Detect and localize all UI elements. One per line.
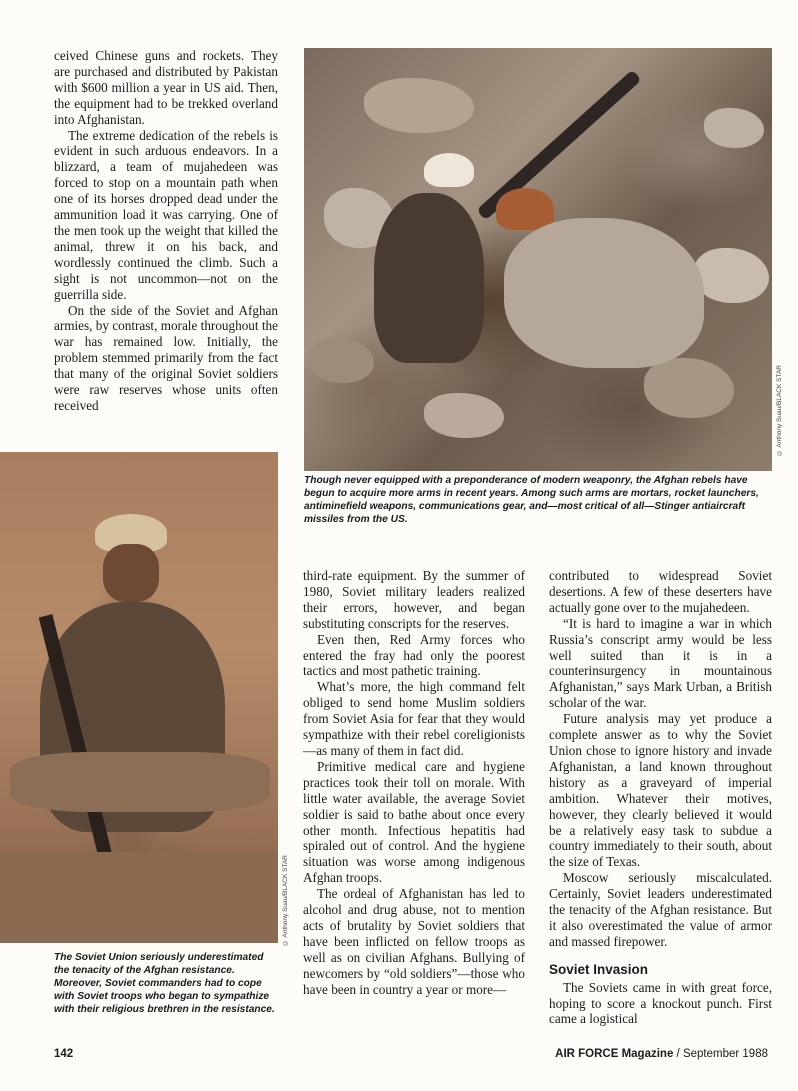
paragraph: contributed to widespread Soviet desertions. A few of these deserters have actually gone over to the mujahedeen. [549,568,772,615]
photo-credit: © Anthony Suau/BLACK STAR [776,365,783,457]
running-footer [555,1048,768,1060]
paragraph: Even then, Red Army forces who entered the fray had only the poorest tactics and most pathetic training. [303,631,525,679]
article-column-middle [303,568,525,997]
photo-caption-top: Though never equipped with a preponderance of modern weaponry, the Afghan rebels have begun to acquire more arms in recent years. Among such arms are mortars, rocket launchers, antiminefield weapons, communications gear, and—most critical of all—Stinger antiaircraft missiles from the US. [304,475,759,525]
footer-separator: / [673,1048,683,1060]
photo-rebels-with-weapons [304,48,772,471]
article-column-right [549,568,772,1027]
page-number: 142 [54,1048,74,1060]
paragraph: The Soviets came in with great force, hoping to score a knockout punch. First came a logistical [549,979,772,1027]
photo-caption-left: The Soviet Union seriously underestimated the tenacity of the Afghan resistance. Moreover, Soviet commanders had to cope with Soviet troops who began to sympathize with their religious brethren in the resistance. [54,952,275,1015]
paragraph: What’s more, the high command felt obliged to send home Muslim soldiers from Soviet Asia for fear that they would sympathize with their rebel coreligionists—as many of them in fact did. [303,679,525,758]
paragraph: Primitive medical care and hygiene practices took their toll on morale. With little water available, the average Soviet soldier is said to bathe about once every other month. Infectious hepatitis had spiraled out of control. And the hygiene situation was worse among indigenous Afghan troops. [303,758,525,886]
paragraph: On the side of the Soviet and Afghan armies, by contrast, morale throughout the war has remained low. Initially, the problem stemmed primarily from the fact that many of the original Soviet soldiers were raw reserves whose units often received [54,302,278,413]
section-subhead: Soviet Invasion [549,961,649,977]
photo-afghan-fighter [0,452,278,943]
paragraph: The extreme dedication of the rebels is evident in such arduous endeavors. In a blizzard, a team of mujahedeen was forced to stop on a mountain path when one of its horses dropped dead under the ammunition load it was carrying. One of the men took up the weight that killed the animal, threw it on his back, and wordlessly continued the climb. Such a sight is not uncommon—not on the guerrilla side. [54,127,278,302]
paragraph: Moscow seriously miscalculated. Certainly, Soviet leaders underestimated the tenacity of the Afghan resistance. But it also overestimated the value of armor and massed firepower. [549,870,772,949]
paragraph: third-rate equipment. By the summer of 1980, Soviet military leaders realized their errors, however, and began substituting conscripts for the reserves. [303,568,525,631]
paragraph: ceived Chinese guns and rockets. They are purchased and distributed by Pakistan with $600 million a year in US aid. Then, the equipment had to be trekked overland into Afghanistan. [54,48,278,127]
issue-date: September 1988 [682,1048,768,1060]
paragraph: Future analysis may yet produce a complete answer as to why the Soviet Union chose to ignore history and invade Afghanistan, a land known throughout history as a graveyard of imperial ambition. Whatever their motives, however, they clearly believed it would be a relatively easy task to subdue a country immediately to their south, about the size of Texas. [549,711,772,870]
photo-credit: © Anthony Suau/BLACK STAR [282,855,289,947]
paragraph: The ordeal of Afghanistan has led to alcohol and drug abuse, not to mention acts of brutality by Soviet soldiers that have been inflicted on fellow troops as well as on civilian Afghans. Bullying of newcomers by “old soldiers”—those who have been in country a year or more— [303,886,525,997]
magazine-name: AIR FORCE Magazine [555,1048,674,1060]
paragraph: “It is hard to imagine a war in which Russia’s conscript army would be less well suited than it is in a counterinsurgency in mountainous Afghanistan,” says Mark Urban, a British scholar of the war. [549,615,772,711]
article-column-left [54,48,278,414]
